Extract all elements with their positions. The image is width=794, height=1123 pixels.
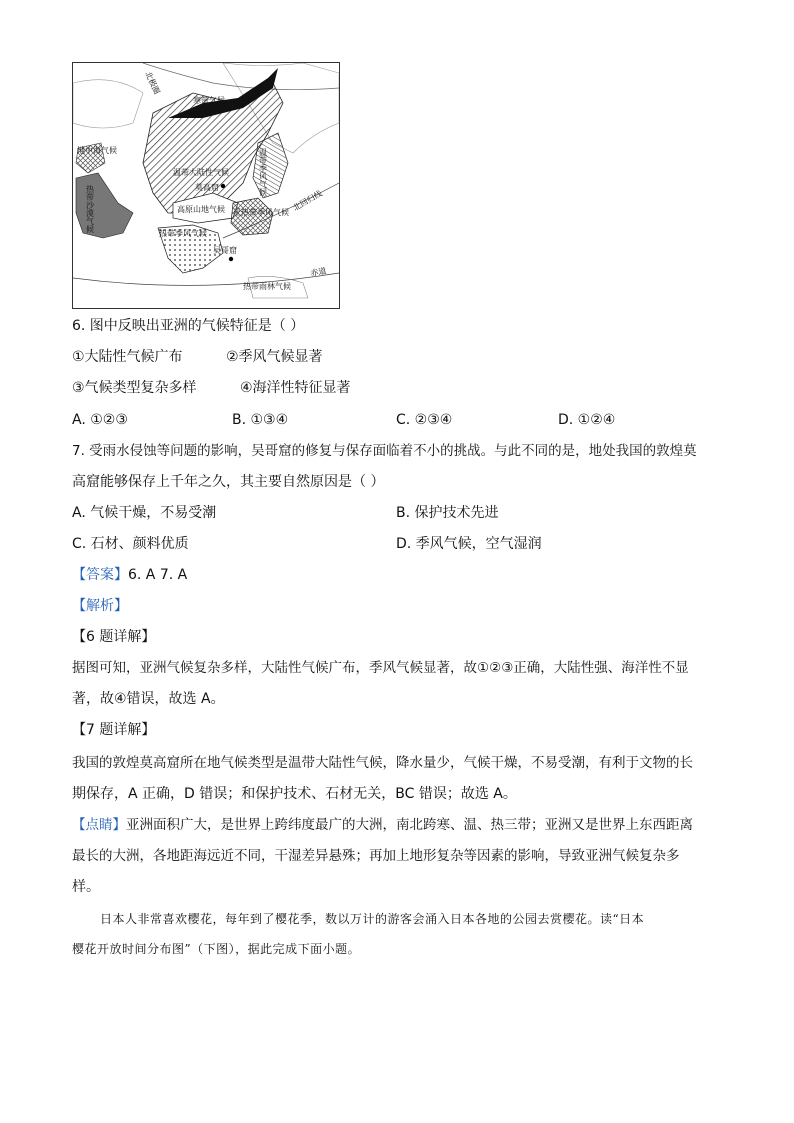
intro-line1: 日本人非常喜欢樱花，每年到了樱花季，数以万计的游客会涌入日本各地的公园去赏樱花。读“日本 xyxy=(100,912,645,926)
point-tag: 【点睛】 xyxy=(72,817,126,833)
q6-statement-1: ①大陆性气候广布 xyxy=(72,349,183,365)
label-tropical-monsoon: 热带季风气候 xyxy=(159,229,207,238)
label-temperate-continental: 温带大陆性气候 xyxy=(173,168,229,177)
q7-option-a: A. 气候干燥，不易受潮 xyxy=(72,505,217,521)
q6-option-d: D. ①②④ xyxy=(558,412,616,428)
label-angkor: 吴哥窟 xyxy=(213,246,237,255)
answer-line xyxy=(72,565,187,585)
label-arctic-circle: 北极圈 xyxy=(143,70,162,96)
q6-statement-4: ④海洋性特征显著 xyxy=(240,380,351,396)
q6-option-a: A. ①②③ xyxy=(72,412,128,428)
detail7-line2: 期保存，A 正确，D 错误；和保护技术、石材无关，BC 错误；故选 A。 xyxy=(72,786,517,802)
detail7-line1: 我国的敦煌莫高窟所在地气候类型是温带大陆性气候，降水量少，气候干燥，不易受潮，有利于文物的长 xyxy=(72,755,693,771)
dunhuang-marker xyxy=(221,184,225,188)
map-graphic xyxy=(73,63,339,308)
analysis-tag: 【解析】 xyxy=(72,598,128,614)
label-tropical-rainforest: 热带雨林气候 xyxy=(243,282,291,291)
q7-option-d: D. 季风气候，空气湿润 xyxy=(396,536,542,552)
label-temperate-monsoon: 温带季风气候 xyxy=(258,148,268,196)
answer-text: 6. A 7. A xyxy=(128,567,188,583)
q6-statement-3: ③气候类型复杂多样 xyxy=(72,380,197,396)
detail6-line2: 著，故④错误，故选 A。 xyxy=(72,691,225,707)
q6-stem: 6. 图中反映出亚洲的气候特征是（ ） xyxy=(72,318,305,334)
answer-tag: 【答案】 xyxy=(72,567,128,583)
q6-option-b: B. ①③④ xyxy=(232,412,289,428)
europe-outline xyxy=(73,80,143,128)
detail7-tag: 【7 题详解】 xyxy=(72,722,156,738)
q7-stem-line1: 7. 受雨水侵蚀等问题的影响，吴哥窟的修复与保存面临着不小的挑战。与此不同的是，地处我国的敦煌莫 xyxy=(72,443,697,459)
equator-line xyxy=(73,273,339,285)
point-text-1: 亚洲面积广大，是世界上跨纬度最广的大洲，南北跨寒、温、热三带；亚洲又是世界上东西距离 xyxy=(126,817,693,833)
q7-option-b: B. 保护技术先进 xyxy=(396,505,499,521)
q6-option-c: C. ②③④ xyxy=(396,412,453,428)
detail6-tag: 【6 题详解】 xyxy=(72,629,156,645)
label-subtropical-monsoon: 亚热带季风气候 xyxy=(233,208,289,217)
point-line2: 最长的大洲，各地距海远近不同，干湿差异悬殊；再加上地形复杂等因素的影响，导致亚洲气候复杂多 xyxy=(72,848,680,864)
label-equator: 赤道 xyxy=(309,266,328,278)
q7-option-c: C. 石材、颜料优质 xyxy=(72,536,189,552)
point-line3: 样。 xyxy=(72,879,100,895)
arctic-circle-line xyxy=(143,63,339,90)
q7-stem-line2: 高窟能够保存上千年之久，其主要自然原因是（ ） xyxy=(72,474,385,490)
point-line1 xyxy=(72,815,693,835)
label-tropical-desert: 热带沙漠气候 xyxy=(85,185,95,233)
label-tropic-of-cancer: 北回归线 xyxy=(291,188,324,213)
intro-line2: 樱花开放时间分布图”（下图），据此完成下面小题。 xyxy=(72,942,361,956)
label-plateau-mountain: 高原山地气候 xyxy=(177,205,225,214)
label-cold-climate: 寒带气候 xyxy=(193,96,225,105)
angkor-marker xyxy=(229,257,233,261)
asia-climate-map xyxy=(72,62,340,309)
label-mediterranean: 地中海气候 xyxy=(77,146,117,155)
detail6-line1: 据图可知，亚洲气候复杂多样，大陆性气候广布，季风气候显著，故①②③正确，大陆性强、海洋性不显 xyxy=(72,660,689,676)
q6-statement-2: ②季风气候显著 xyxy=(226,349,323,365)
label-dunhuang: 莫高窟 xyxy=(195,183,219,192)
